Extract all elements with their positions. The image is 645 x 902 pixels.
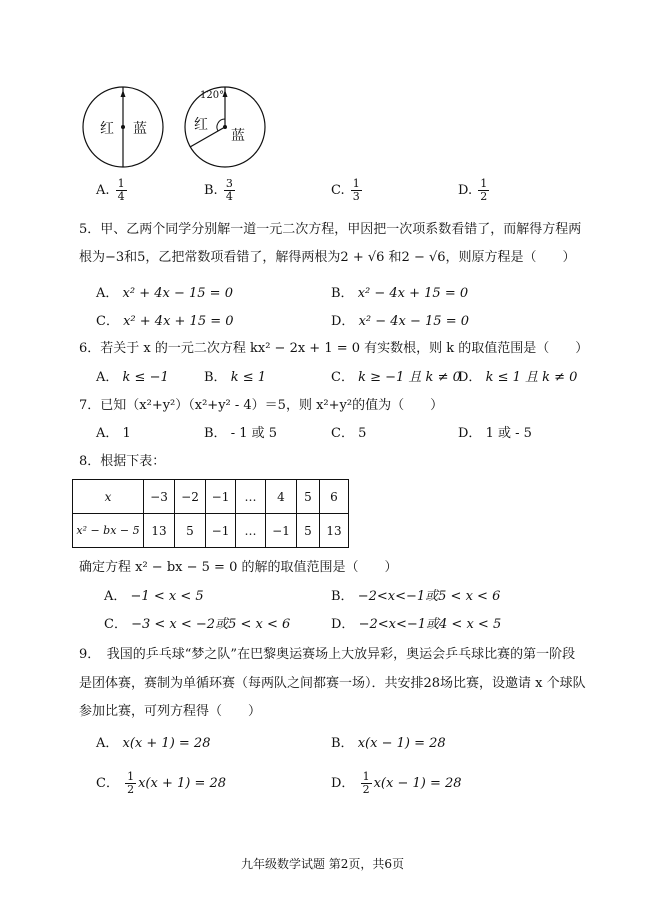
table-cell: 13: [320, 514, 349, 548]
left-blue-label: 蓝: [133, 121, 147, 137]
table-cell: x² − bx − 5: [73, 514, 144, 548]
q8-option-b: B． −2<x<−1或5 < x < 6: [331, 589, 501, 604]
table-cell: −1: [266, 514, 297, 548]
q8-option-c: C． −3 < x < −2或5 < x < 6: [104, 617, 291, 632]
q6-option-d: D． k ≤ 1 且 k ≠ 0: [458, 370, 578, 385]
q9-option-a: A． x(x + 1) = 28: [96, 736, 211, 751]
table-cell: −2: [175, 480, 206, 514]
q6-stem: 6．若关于 x 的一元二次方程 kx² − 2x + 1 = 0 有实数根，则 k 的取值范围是（ ）: [79, 341, 589, 356]
table-cell: 4: [266, 480, 297, 514]
q9-stem-line3: 参加比赛，可列方程得（ ）: [79, 704, 262, 719]
q7-option-a: A． 1: [96, 426, 131, 441]
q5-option-c: C． x² + 4x + 15 = 0: [96, 314, 234, 329]
q5-stem-line1: 5．甲、乙两个同学分别解一道一元二次方程，甲因把一次项系数看错了，而解得方程两: [79, 222, 582, 237]
right-red-label: 红: [194, 117, 208, 133]
q8-value-table: [72, 479, 349, 548]
q5-option-a: A． x² + 4x − 15 = 0: [96, 286, 233, 301]
spinner-left: [83, 87, 163, 167]
q8-option-d: D． −2<x<−1或4 < x < 5: [331, 617, 502, 632]
table-cell: 5: [297, 480, 320, 514]
q8-option-a: A． −1 < x < 5: [104, 589, 204, 604]
left-red-label: 红: [100, 121, 114, 137]
right-angle-label: 120°: [200, 90, 225, 101]
page-footer: 九年级数学试题 第2页，共6页: [240, 857, 405, 871]
table-row: [73, 514, 349, 548]
q4-option-d: D. $\frac{1}{2}$: [458, 177, 488, 203]
q9-option-b: B． x(x − 1) = 28: [331, 736, 446, 751]
table-cell: 13: [144, 514, 175, 548]
q9-option-c: C． $\frac{1}{2}$ x(x + 1) = 28: [96, 770, 227, 796]
right-blue-label: 蓝: [231, 128, 245, 144]
table-cell: −1: [206, 514, 236, 548]
table-cell: …: [236, 514, 266, 548]
q6-option-b: B． k ≤ 1: [204, 370, 267, 385]
q8-stem: 8．根据下表：: [79, 454, 166, 469]
q5-option-d: D． x² − 4x − 15 = 0: [331, 314, 470, 329]
q7-option-c: C． 5: [331, 426, 367, 441]
q6-option-a: A． k ≤ −1: [96, 370, 169, 385]
table-cell: 6: [320, 480, 349, 514]
q4-option-b: B. $\frac{3}{4}$: [204, 177, 233, 203]
q9-stem-line1: 9． 我国的乒乓球“梦之队”在巴黎奥运赛场上大放异彩，奥运会乒乓球比赛的第一阶段: [79, 647, 576, 662]
q9-stem-line2: 是团体赛，赛制为单循环赛（每两队之间都赛一场）．共安排28场比赛，设邀请 x 个球队: [79, 676, 586, 691]
table-cell: …: [236, 480, 266, 514]
q9-option-d: D． $\frac{1}{2}$ x(x − 1) = 28: [331, 770, 462, 796]
q7-option-d: D． 1 或 - 5: [458, 426, 532, 441]
table-cell: x: [73, 480, 144, 514]
q4-option-c: C. $\frac{1}{3}$: [331, 177, 360, 203]
table-cell: 5: [175, 514, 206, 548]
q8-question: 确定方程 x² − bx − 5 = 0 的解的取值范围是（ ）: [79, 560, 398, 575]
q7-stem: 7．已知（x²+y²）（x²+y² - 4）＝5，则 x²+y²的值为（ ）: [79, 398, 444, 413]
table-cell: −1: [206, 480, 236, 514]
q4-option-a: A. $\frac{1}{4}$: [96, 177, 125, 203]
q7-option-b: B． - 1 或 5: [204, 426, 278, 441]
arrow-icon: [121, 90, 126, 97]
table-cell: −3: [144, 480, 175, 514]
q5-stem-line2: 根为−3和5，乙把常数项看错了，解得两根为2 + √6 和2 − √6，则原方程是（ ）: [79, 250, 576, 265]
table-cell: 5: [297, 514, 320, 548]
q6-option-c: C． k ≥ −1 且 k ≠ 0: [331, 370, 461, 385]
q5-option-b: B． x² − 4x + 15 = 0: [331, 286, 469, 301]
table-row: [73, 480, 349, 514]
